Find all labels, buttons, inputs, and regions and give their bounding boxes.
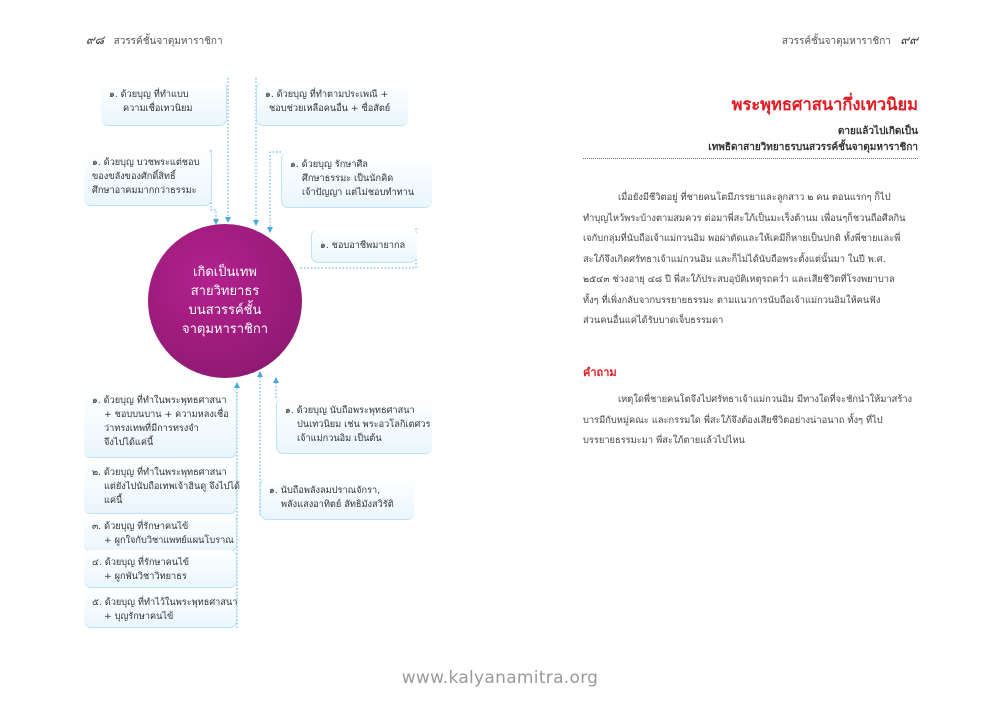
center-line: จาตุมหาราชิกา xyxy=(181,322,269,337)
paragraph-line: เจกับกลุ่มที่นับถือเจ้าแม่กวนอิม พอผ่าตัดและให้เคมีก็หายเป็นปกติ ทั้งพี่ชายและพี่ xyxy=(583,233,901,244)
mindmap-box-chakra-vegetarian xyxy=(260,478,414,520)
mindmap-box-monk-amulets xyxy=(84,150,212,206)
right-running-title: สวรรค์ชั้นจาตุมหาราชิกา xyxy=(781,36,891,47)
mindmap-box-precepts-thinker xyxy=(281,152,432,208)
article-title: พระพุทธศาสนากึ่งเทวนิยม xyxy=(731,95,918,114)
right-page-number: ๙๙ xyxy=(900,33,918,47)
box-line: + ชอบบนบาน + ความหลงเชื่อ xyxy=(104,409,229,420)
article-subtitle-2: เทพธิดาสายวิทยาธรบนสวรรค์ชั้นจาตุมหาราชิกา xyxy=(708,142,918,153)
box-line: + บุญรักษาคนไข้ xyxy=(104,611,174,622)
paragraph-line: ๒๕๔๓ ช่วงอายุ ๔๘ ปี พี่สะใภ้ประสบอุบัติเหตุรถคว่ำ และเสียชีวิตที่โรงพยาบาล xyxy=(583,274,895,285)
left-page-number: ๙๘ xyxy=(86,33,105,47)
mindmap-box-vidyadhara-knowledge xyxy=(84,550,237,588)
title-divider xyxy=(583,158,918,159)
box-line: ศึกษาอาคมมากกว่าธรรมะ xyxy=(92,185,197,196)
box-line: + ผูกใจกับวิชาแพทย์แผนโบราณ xyxy=(104,535,234,546)
mindmap-box-tradition-honesty xyxy=(256,82,408,126)
article-paragraph xyxy=(583,188,918,332)
mindmap-box-caring-for-patients xyxy=(84,590,237,628)
paragraph-line: บรรยายธรรมะมา พี่สะใภ้ตายแล้วไปไหน xyxy=(583,435,745,446)
box-line: ๑. ด้วยบุญ ที่ทำในพระพุทธศาสนา xyxy=(92,395,227,406)
box-line: ๓. ด้วยบุญ ที่รักษาคนไข้ xyxy=(92,521,189,532)
mindmap-box-vows-mediums xyxy=(84,388,237,458)
connector-b4 xyxy=(270,152,281,232)
box-line: ว่าทรงเทพที่มีการทรงจำ xyxy=(104,423,199,434)
box-line: ของขลังของศักดิ์สิทธิ์ xyxy=(92,171,176,182)
box-line: ความเชื่อเทวนิยม xyxy=(123,103,193,114)
footer-website-url: www.kalyanamitra.org xyxy=(401,668,599,688)
paragraph-line: เหตุใดพี่ชายคนโตจึงไปศรัทธาเจ้าแม่กวนอิม มีทางใดที่จะชักนำให้มาสร้าง xyxy=(618,394,913,405)
article-subtitle-1: ตายแล้วไปเกิดเป็น xyxy=(837,126,918,137)
box-line: ๑. ด้วยบุญ นับถือพระพุทธศาสนา xyxy=(285,405,415,416)
box-line: ปนเทวนิยม เช่น พระอวโลกิเตศวร xyxy=(297,419,431,430)
paragraph-line: เมื่อยังมีชีวิตอยู่ ที่ชายคนโตมีภรรยาและลูกสาว ๒ คน ตอนแรกๆ ก็ไป xyxy=(618,192,891,203)
mindmap-box-magician xyxy=(311,229,417,263)
paragraph-line: ทำบุญไหว้พระบ้างตามสมควร ต่อมาพี่สะใภ้เป็นมะเร็งต้านม เพื่อนๆก็ชวนถือศีลกิน xyxy=(583,212,906,224)
box-line: ๑. ด้วยบุญ ที่ทำแบบ xyxy=(109,89,189,100)
box-line: แต่ยังไปนับถือเทพเจ้าฮินดู จึงไปได้ xyxy=(104,481,241,492)
center-line: บนสวรรค์ชั้น xyxy=(188,303,262,318)
question-paragraph xyxy=(583,390,918,452)
box-line: เจ้าแม่กวนอิม เป็นต้น xyxy=(297,433,382,444)
box-line: เจ้าปัญญา แต่ไม่ชอบทำทาน xyxy=(302,187,415,198)
center-line: สายวิทยาธร xyxy=(190,284,260,299)
box-line: ๑. ด้วยบุญ รักษาศีล xyxy=(290,159,368,170)
box-line: ชอบช่วยเหลือคนอื่น + ซื่อสัตย์ xyxy=(269,103,391,114)
mindmap-center-circle xyxy=(148,224,302,378)
paragraph-line: บารมีกับหมู่คณะ และกรรมใด พี่สะใภ้จึงต้องเสียชีวิตอย่างน่าอนาถ ทั้งๆ ที่ไป xyxy=(583,414,883,426)
box-line: พลังแสงอาทิตย์ ลัทธิมังสวิรัติ xyxy=(281,499,394,510)
box-line: ๑. ด้วยบุญ บวชพระแต่ชอบ xyxy=(92,157,200,168)
paragraph-line: ส่วนคนอื่นแค่ได้รับบาดเจ็บธรรมดา xyxy=(583,315,724,326)
center-line: เกิดเป็นเทพ xyxy=(193,265,257,280)
box-line: จึงไปได้แค่นี้ xyxy=(104,437,154,448)
box-line: ๑. นับถือพลังลมปราณจักรา, xyxy=(269,485,381,496)
left-running-title: สวรรค์ชั้นจาตุมหาราชิกา xyxy=(113,36,223,47)
paragraph-line: สะใภ้จึงเกิดศรัทธาเจ้าแม่กวนอิม และก็ไม่ได้นับถือพระตั้งแต่นั้นมา ในปี พ.ศ. xyxy=(583,253,886,265)
mindmap-box-belief-in-deity xyxy=(101,82,227,126)
mindmap-box-hindu-deities xyxy=(84,460,241,514)
paragraph-line: ทั้งๆ ที่เพิ่งกลับจากบรรยายธรรมะ ตามแนวการนับถือเจ้าแม่กวนอิมให้คนฟัง xyxy=(583,294,881,306)
box-line: ๒. ด้วยบุญ ที่ทำในพระพุทธศาสนา xyxy=(92,467,227,478)
box-line: ๑. ชอบอาชีพมายากล xyxy=(320,240,406,251)
box-line: ๑. ด้วยบุญ ที่ทำตามประเพณี + xyxy=(265,89,389,100)
box-line: + ผูกพันวิชาวิทยาธร xyxy=(104,571,187,582)
box-line: ๔. ด้วยบุญ ที่รักษาคนไข้ xyxy=(92,557,189,568)
mindmap-box-guanyin-worship xyxy=(276,398,432,454)
box-line: ศึกษาธรรมะ เป็นนักคิด xyxy=(302,173,394,184)
mindmap-box-traditional-medicine xyxy=(84,514,237,552)
question-heading: คำถาม xyxy=(583,366,617,379)
box-line: ๕. ด้วยบุญ ที่ทำไว้ในพระพุทธศาสนา xyxy=(92,597,238,608)
box-line: แค่นี้ xyxy=(104,495,123,506)
